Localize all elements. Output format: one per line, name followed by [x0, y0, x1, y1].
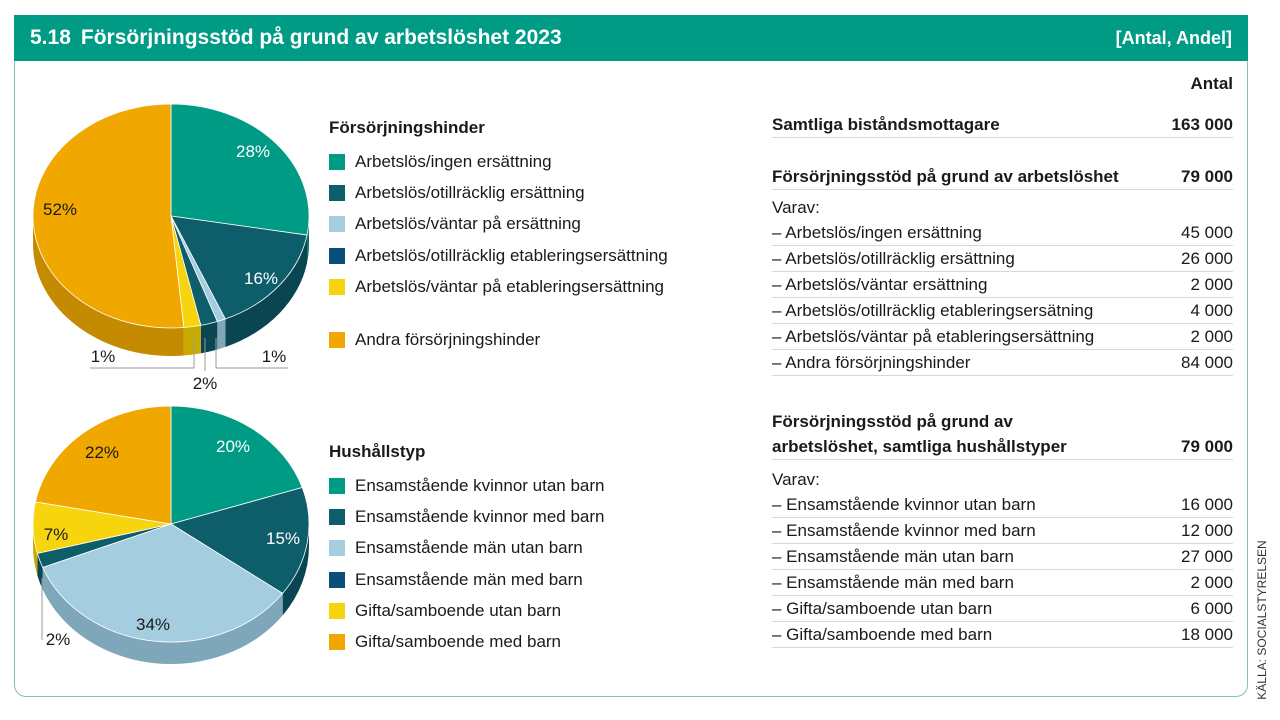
legend-swatch [329, 248, 345, 264]
table-row [772, 350, 1233, 376]
row-value: 4 000 [1190, 301, 1233, 320]
row-value: 12 000 [1181, 521, 1233, 540]
legend-item [329, 470, 605, 501]
legend-label: Ensamstående män med barn [355, 569, 583, 589]
data-label: 2% [45, 630, 71, 649]
legend-item [329, 533, 605, 564]
legend-item [329, 595, 605, 626]
row-value: 2 000 [1190, 573, 1233, 592]
table-row [772, 570, 1233, 596]
row-label: – Ensamstående kvinnor med barn [772, 521, 1036, 540]
legend-swatch [329, 185, 345, 201]
figure-number: 5.18 [30, 26, 71, 49]
legend-item [329, 501, 605, 532]
data-label: 20% [215, 437, 251, 456]
legend-item [329, 240, 668, 271]
data-label: 22% [84, 443, 120, 462]
legend-item [329, 271, 668, 302]
row-label: – Arbetslös/väntar ersättning [772, 275, 988, 294]
legend-item [329, 146, 668, 177]
legend-title: Hushållstyp [329, 442, 426, 461]
pie-side [201, 322, 217, 354]
table-row [772, 272, 1233, 298]
table-row [772, 246, 1233, 272]
legend-label: Ensamstående kvinnor med barn [355, 506, 605, 526]
row-value: 16 000 [1181, 495, 1233, 514]
legend-swatch [329, 509, 345, 525]
legend-item [329, 209, 668, 240]
table-row [772, 220, 1233, 246]
legend-forsorjningshinder [329, 118, 668, 356]
table-row [772, 622, 1233, 648]
row-value: 26 000 [1181, 249, 1233, 268]
pie-side [217, 319, 225, 350]
data-label: 16% [243, 269, 279, 288]
row-label: Försörjningsstöd på grund av [772, 412, 1013, 431]
table-row-varav [772, 460, 1233, 492]
table-row-varav [772, 190, 1233, 220]
row-label: – Ensamstående kvinnor utan barn [772, 495, 1036, 514]
row-value: 79 000 [1181, 167, 1233, 186]
table-row-total [772, 112, 1233, 138]
row-label: – Andra försörjningshinder [772, 353, 971, 372]
row-value: 84 000 [1181, 353, 1233, 372]
legend-swatch [329, 572, 345, 588]
data-label: 7% [43, 525, 69, 544]
row-value: 27 000 [1181, 547, 1233, 566]
legend-label: Arbetslös/väntar på etableringsersättning [355, 276, 665, 296]
column-header-antal: Antal [1190, 74, 1233, 93]
row-label: – Arbetslös/otillräcklig ersättning [772, 249, 1015, 268]
row-label: – Ensamstående män utan barn [772, 547, 1014, 566]
legend-swatch [329, 279, 345, 295]
legend-swatch [329, 634, 345, 650]
row-label: Samtliga biståndsmottagare [772, 115, 1000, 134]
row-label: – Gifta/samboende med barn [772, 625, 993, 644]
data-table [772, 112, 1233, 376]
figure-title: Försörjningsstöd på grund av arbetslöshet 2023 [80, 26, 562, 49]
table-row [772, 544, 1233, 570]
row-label: – Arbetslös/väntar på etableringsersättning [772, 327, 1095, 346]
legend-label: Ensamstående män utan barn [355, 538, 583, 558]
legend-label: Arbetslös/otillräcklig etableringsersättning [355, 245, 668, 265]
data-label: 2% [192, 374, 218, 393]
source-label: KÄLLA: SOCIALSTYRELSEN [1255, 540, 1269, 700]
row-value: 79 000 [1181, 437, 1233, 456]
legend-item [329, 626, 605, 657]
legend-swatch [329, 154, 345, 170]
table-row [772, 518, 1233, 544]
legend-label: Ensamstående kvinnor utan barn [355, 475, 605, 495]
legend-swatch [329, 332, 345, 348]
table-row [772, 298, 1233, 324]
source-note [1254, 540, 1270, 700]
legend-item-extra [329, 324, 668, 355]
row-label: arbetslöshet, samtliga hushållstyper [772, 437, 1067, 456]
table-row [772, 492, 1233, 518]
pie-slice [171, 104, 309, 235]
table-row-group2-line1 [772, 410, 1233, 434]
legend-label: Gifta/samboende med barn [355, 632, 562, 652]
legend-item [329, 564, 605, 595]
row-value: 6 000 [1190, 599, 1233, 618]
row-value: 45 000 [1181, 223, 1233, 242]
data-label: 52% [42, 200, 78, 219]
data-label: 1% [261, 347, 287, 366]
row-value: 2 000 [1190, 275, 1233, 294]
table-row-group2 [772, 434, 1233, 460]
figure-unit: [Antal, Andel] [1115, 27, 1232, 48]
table-row [772, 324, 1233, 350]
data-label: 34% [135, 615, 171, 634]
table-row [772, 596, 1233, 622]
legend-swatch [329, 216, 345, 232]
legend-swatch [329, 478, 345, 494]
row-value: 18 000 [1181, 625, 1233, 644]
legend-label: Arbetslös/otillräcklig ersättning [355, 182, 585, 202]
row-label: – Gifta/samboende utan barn [772, 599, 993, 618]
pie-side [184, 325, 201, 355]
legend-swatch [329, 540, 345, 556]
legend-title: Försörjningshinder [329, 118, 485, 137]
legend-label: Gifta/samboende utan barn [355, 600, 562, 620]
legend-hushallstyp [329, 442, 605, 658]
row-label: Försörjningsstöd på grund av arbetslöshet [772, 167, 1119, 186]
row-label: Varav: [772, 470, 820, 489]
data-label: 28% [235, 142, 271, 161]
row-value: 2 000 [1190, 327, 1233, 346]
data-label: 15% [265, 529, 301, 548]
row-value: 163 000 [1171, 115, 1233, 134]
legend-item [329, 177, 668, 208]
legend-label: Andra försörjningshinder [355, 330, 541, 350]
legend-swatch [329, 603, 345, 619]
row-label: Varav: [772, 198, 820, 217]
row-label: – Ensamstående män med barn [772, 573, 1014, 592]
data-label: 1% [90, 347, 116, 366]
legend-label: Arbetslös/ingen ersättning [355, 151, 552, 171]
row-label: – Arbetslös/otillräcklig etableringsersätning [772, 301, 1094, 320]
table-row-group1 [772, 164, 1233, 190]
data-table-hushall [772, 410, 1233, 648]
row-label: – Arbetslös/ingen ersättning [772, 223, 982, 242]
legend-label: Arbetslös/väntar på ersättning [355, 214, 581, 234]
